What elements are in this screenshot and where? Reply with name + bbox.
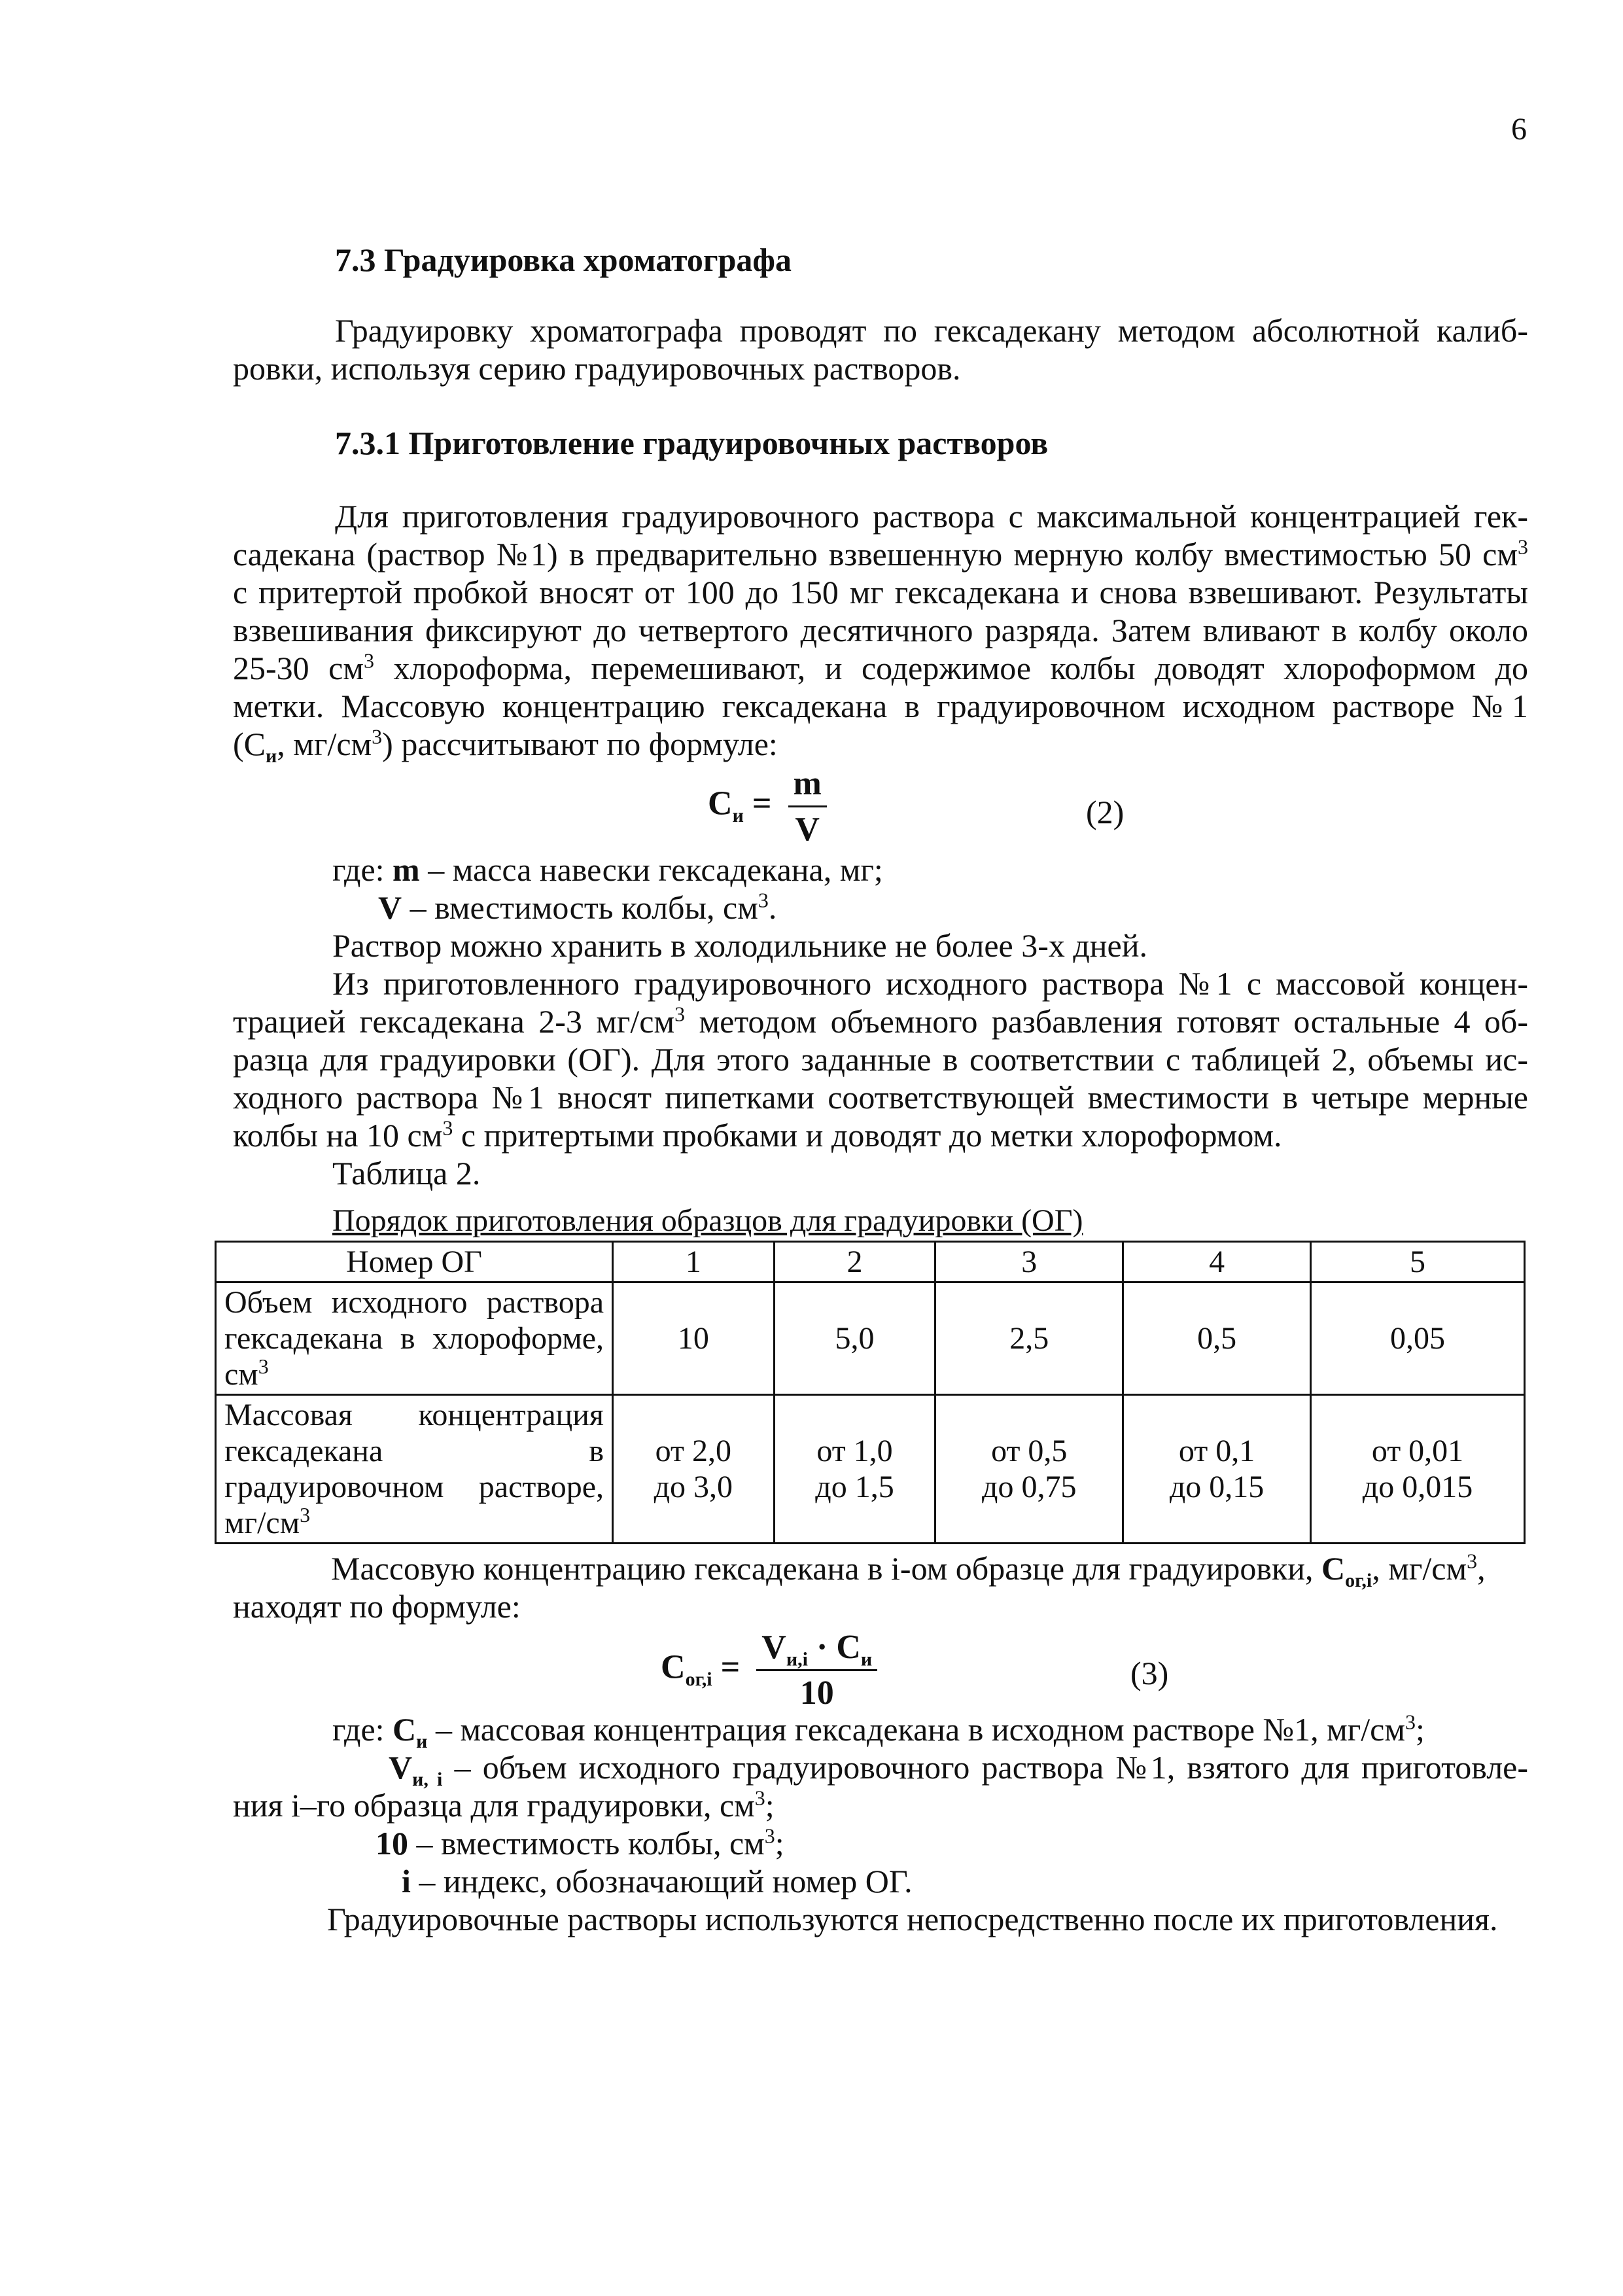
table-cell: Номер ОГ bbox=[216, 1242, 613, 1282]
table-cell: от 0,5 до 0,75 bbox=[935, 1395, 1123, 1544]
paragraph-intro-cont bbox=[233, 349, 1528, 387]
paragraph-line: колбы на 10 $см^3$ с притертыми пробками и доводят до метки хлороформом. bbox=[233, 1116, 1282, 1154]
where-line: где: m – масса навески гексадекана, мг; bbox=[332, 851, 883, 888]
table-row bbox=[216, 1282, 1525, 1395]
where-line: 10 – вместимость колбы, $см^3$; bbox=[375, 1824, 784, 1862]
paragraph-line: трацией гексадекана 2-3 $мг/см^3$ методом объемного разбавления готовят остальные 4 об- bbox=[233, 1002, 1528, 1040]
where-line: i – индекс, обозначающий номер ОГ. bbox=[402, 1863, 913, 1899]
fraction: $\frac{V_{и,i} \cdot С_и}{10}$ bbox=[756, 1628, 877, 1712]
table-cell: от 0,01 до 0,015 bbox=[1311, 1395, 1525, 1544]
table-cell: 0,5 bbox=[1123, 1282, 1311, 1395]
paragraph-dilution bbox=[233, 964, 1528, 1192]
table-cell: 5 bbox=[1311, 1242, 1525, 1282]
table-cell: 4 bbox=[1123, 1242, 1311, 1282]
paragraph-preparation bbox=[233, 497, 1529, 767]
paragraph-line: разца для градуировки (ОГ). Для этого заданные в соответствии с таблицей 2, объемы ис- bbox=[233, 1041, 1528, 1078]
table-cell: 10 bbox=[613, 1282, 775, 1395]
paragraph-intro bbox=[335, 311, 1528, 349]
paragraph-line: 25-30 $см^3$ хлороформа, перемешивают, и содержимое колбы доводят хлороформом до bbox=[233, 648, 1529, 686]
paragraph-concentration bbox=[233, 1549, 1528, 1625]
paragraph-line: Массовую концентрацию гексадекана в i-ом образце для градуировки, $С_{ог,i}$, $мг/см^3$, bbox=[331, 1549, 1486, 1591]
paragraph-line: Для приготовления градуировочного раствора с максимальной концентрацией гек- bbox=[335, 498, 1528, 535]
paragraph-line: находят по формуле: bbox=[233, 1588, 521, 1625]
paragraph-line: ($С_и$, $мг/см^3$) рассчитывают по формуле: bbox=[233, 724, 778, 767]
table-header-row bbox=[216, 1242, 1525, 1282]
section-title-7-3: 7.3 Градуировка хроматографа bbox=[335, 241, 792, 278]
table-cell: от 0,1 до 0,15 bbox=[1123, 1395, 1311, 1544]
where-line: $V_{и, i}$ – объем исходного градуировочного раствора №1, взятого для приготовле- bbox=[389, 1749, 1529, 1790]
table-cell: 3 bbox=[935, 1242, 1123, 1282]
where-block-2 bbox=[332, 851, 1529, 964]
formula-2: $С_и$ = $\frac{m}{V}$ bbox=[708, 764, 827, 849]
equation-number-3: (3) bbox=[1130, 1655, 1169, 1691]
paragraph-line: Раствор можно хранить в холодильнике не более 3-х дней. bbox=[332, 927, 1147, 964]
paragraph-line: садекана (раствор №1) в предварительно взвешенную мерную колбу вместимостью 50 $см^3$ bbox=[233, 535, 1528, 573]
table-cell: от 2,0 до 3,0 bbox=[613, 1395, 775, 1544]
table-row-label: Объем исходного раствора гексадекана в хлороформе, $см^3$ bbox=[216, 1282, 613, 1395]
table-cell: от 1,0 до 1,5 bbox=[774, 1395, 935, 1544]
where-line: где: $С_и$ – массовая концентрация гексадекана в исходном растворе №1, $мг/см^3$; bbox=[332, 1710, 1425, 1752]
table-label: Таблица 2. bbox=[332, 1155, 481, 1192]
equation-number-2: (2) bbox=[1086, 794, 1125, 830]
paragraph-line: взвешивания фиксируют до четвертого десятичного разряда. Затем вливают в колбу около bbox=[233, 612, 1528, 648]
table-caption: Порядок приготовления образцов для градуировки (ОГ) bbox=[332, 1203, 1083, 1238]
where-line: V – вместимость колбы, $см^3$. bbox=[378, 888, 777, 926]
paragraph-line: метки. Массовую концентрацию гексадекана в градуировочном исходном растворе №1 bbox=[233, 688, 1528, 724]
paragraph-line: Градуировочные растворы используются непосредственно после их приготовления. bbox=[327, 1901, 1498, 1937]
table-row bbox=[216, 1395, 1525, 1544]
paragraph-line: Из приготовленного градуировочного исходного раствора №1 с массовой концен- bbox=[332, 965, 1528, 1002]
where-line: ния i–го образца для градуировки, $см^3$; bbox=[233, 1786, 775, 1824]
where-block-3 bbox=[233, 1710, 1528, 1938]
table-cell: 1 bbox=[613, 1242, 775, 1282]
paragraph-line: Градуировку хроматографа проводят по гексадекану методом абсолютной калиб- bbox=[335, 312, 1528, 349]
page-number: 6 bbox=[1511, 112, 1527, 147]
section-title-7-3-1: 7.3.1 Приготовление градуировочных растворов bbox=[335, 425, 1049, 461]
formula-3: $С_{ог,i}$ = $\frac{V_{и,i} \cdot С_и}{10}$ bbox=[661, 1628, 877, 1712]
table-cell: 2,5 bbox=[935, 1282, 1123, 1395]
paragraph-line: ходного раствора №1 вносят пипетками соответствующей вместимости в четыре мерные bbox=[233, 1079, 1528, 1116]
fraction: $\frac{m}{V}$ bbox=[788, 764, 827, 849]
table-row-label: Массовая концентрация гексадекана в градуировочном растворе, $мг/см^3$ bbox=[216, 1395, 613, 1544]
table-cell: 0,05 bbox=[1311, 1282, 1525, 1395]
paragraph-line: ровки, используя серию градуировочных растворов. bbox=[233, 350, 961, 387]
table-calibration-samples bbox=[215, 1241, 1526, 1544]
table-cell: 2 bbox=[774, 1242, 935, 1282]
table-cell: 5,0 bbox=[774, 1282, 935, 1395]
paragraph-line: с притертой пробкой вносят от 100 до 150 мг гексадекана и снова взвешивают. Результаты bbox=[233, 574, 1528, 610]
